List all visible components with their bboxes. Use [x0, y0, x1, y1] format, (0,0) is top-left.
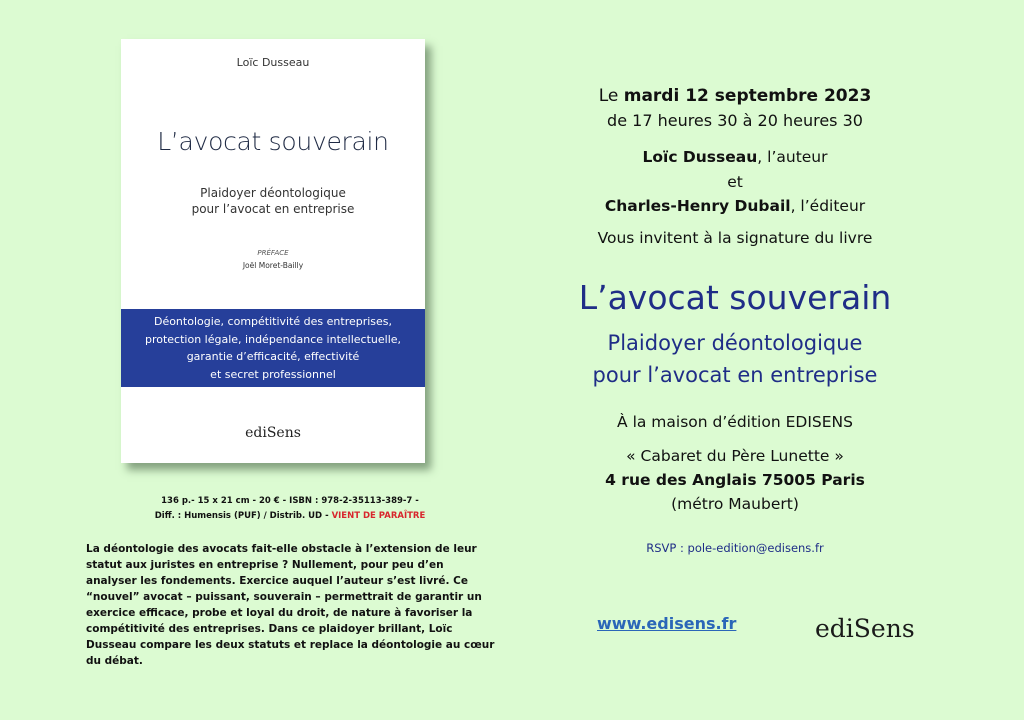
cover-author: Loïc Dusseau — [236, 56, 310, 69]
subtitle-line: pour l’avocat en entreprise — [592, 363, 878, 387]
cover-preface-name: Joël Moret-Bailly — [242, 261, 304, 270]
cover-keywords-band — [121, 309, 425, 387]
subtitle-line: Plaidoyer déontologique — [607, 331, 863, 355]
host-author — [560, 145, 910, 170]
host-role: , l’éditeur — [790, 197, 866, 215]
host-name: Charles-Henry Dubail — [604, 197, 791, 215]
band-line: Déontologie, compétitivité des entreprises, — [153, 315, 393, 328]
metro-station: (métro Maubert) — [671, 495, 799, 513]
book-specs — [140, 494, 440, 524]
event-book-title: L’avocat souverain — [578, 278, 892, 317]
cover-title: L’avocat souverain — [157, 127, 389, 156]
date-prefix: Le — [598, 86, 624, 106]
event-venue: À la maison d’édition EDISENS — [617, 413, 853, 431]
band-line: et secret professionnel — [210, 367, 336, 381]
specs-distribution: Diff. : Humensis (PUF) / Distrib. UD - — [154, 511, 332, 521]
specs-line2 — [140, 509, 440, 524]
event-time: de 17 heures 30 à 20 heures 30 — [607, 111, 863, 130]
cover-subtitle-line: pour l’avocat en entreprise — [191, 202, 355, 216]
invite-text: Vous invitent à la signature du livre — [597, 229, 873, 247]
website-link[interactable]: www.edisens.fr — [597, 614, 737, 633]
new-release-badge: VIENT DE PARAÎTRE — [331, 511, 426, 521]
event-date — [560, 86, 910, 106]
band-line: protection légale, indépendance intellectuelle, — [144, 332, 402, 346]
date-value: mardi 12 septembre 2023 — [623, 86, 872, 106]
cover-preface-label: PRÉFACE — [257, 249, 289, 257]
publisher-logo: ediSens — [815, 614, 915, 643]
band-line: garantie d’efficacité, effectivité — [186, 350, 360, 363]
street-address: 4 rue des Anglais 75005 Paris — [605, 471, 865, 489]
host-publisher — [560, 194, 910, 219]
specs-line1: 136 p.- 15 x 21 cm - 20 € - ISBN : 978-2-35113-389-7 - — [161, 496, 419, 506]
book-blurb: La déontologie des avocats fait-elle obstacle à l’extension de leur statut aux juristes en entreprise ? Nullement, pour peu d’en analyser les fondements. Exercice auquel l’auteur s’est livré. Ce “nouvel” avocat – puissant, souverain – permettrait de garantir un exercice efficace, probe et loyal du droit, de nature à favoriser la compétitivité des entreprises. Dans ce plaidoyer brillant, Loïc Dusseau compare les deux statuts et replace la déontologie au cœur du débat. — [86, 543, 495, 667]
host-conjunction: et — [727, 172, 743, 191]
cover-subtitle — [121, 185, 425, 217]
host-name: Loïc Dusseau — [642, 148, 758, 166]
host-role: , l’auteur — [757, 148, 828, 166]
event-hosts — [560, 145, 910, 219]
place-name: « Cabaret du Père Lunette » — [626, 447, 844, 465]
cover-subtitle-line: Plaidoyer déontologique — [200, 186, 346, 200]
event-book-subtitle — [560, 327, 910, 391]
event-address — [560, 444, 910, 516]
rsvp-email[interactable]: RSVP : pole-edition@edisens.fr — [646, 541, 824, 555]
book-cover — [121, 39, 425, 463]
cover-publisher-logo: ediSens — [245, 425, 301, 441]
